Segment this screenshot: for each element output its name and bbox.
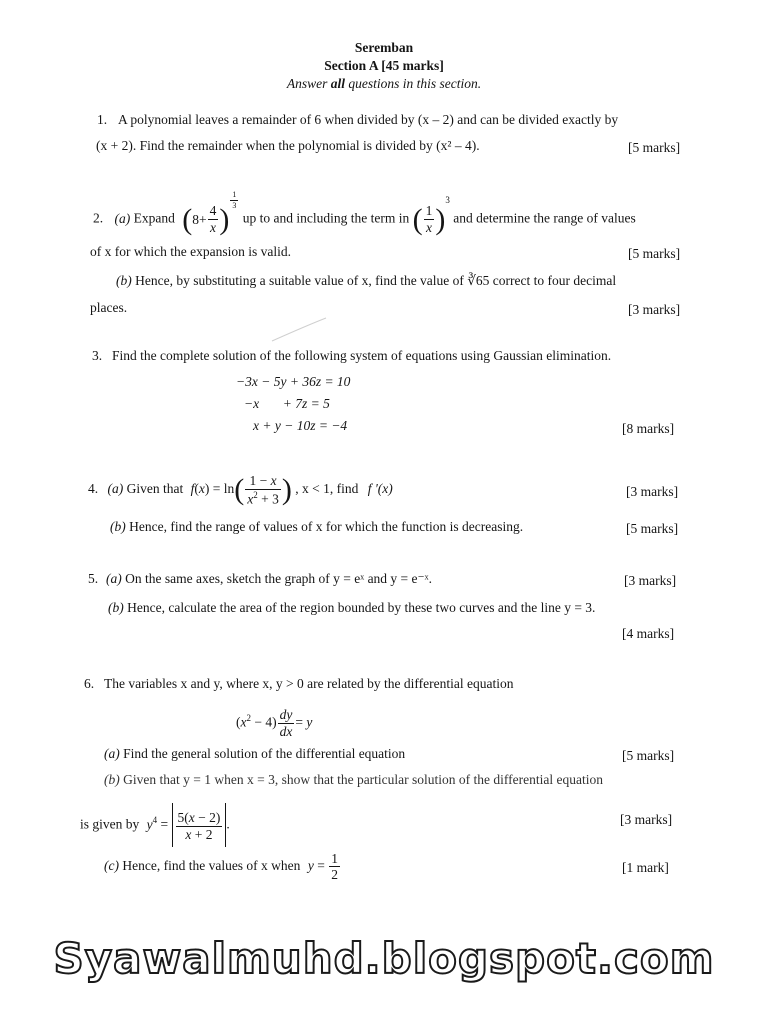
question-number: 6. xyxy=(84,676,95,691)
equation-2: −x + 7z = 5 xyxy=(244,396,330,411)
marks-label: [3 marks] xyxy=(626,484,679,499)
question-text: A polynomial leaves a remainder of 6 when divided by (x – 2) and can be divided exactly by xyxy=(118,112,619,127)
question-number: 3. xyxy=(92,348,103,363)
question-part-c: (c) Hence, find the values of x when y = $\frac{1}{2}$ xyxy=(104,850,338,883)
section-title: Section A [45 marks] xyxy=(324,58,444,73)
school-name: Seremban xyxy=(354,40,414,55)
question-part-a xyxy=(88,468,393,510)
marks-label: [5 marks] xyxy=(628,140,681,155)
marks-label: [5 marks] xyxy=(622,748,675,763)
question-part-b: (b) Hence, by substituting a suitable value of x, find the value of ∛65 correct to four decimal xyxy=(116,273,617,288)
question-text: places. xyxy=(90,300,128,315)
part-text: up to and including the term in xyxy=(242,210,410,226)
question-part-b: (b) Given that y = 1 when x = 3, show that the particular solution of the differential equation xyxy=(104,772,603,787)
blog-watermark: Syawalmuhd.blogspot.com xyxy=(53,934,715,983)
question-number: 5. xyxy=(88,571,99,586)
marks-label: [3 marks] xyxy=(624,573,677,588)
equation-3: x + y − 10z = −4 xyxy=(253,418,348,433)
question-number: 4. xyxy=(88,481,99,496)
function-definition: f(x) = ln( $\frac{1 - x}{x^2 + 3}$ ) xyxy=(190,472,292,507)
derivative-term: f '(x) xyxy=(367,481,393,496)
question-part-b: (b) Hence, find the range of values of x for which the function is decreasing. xyxy=(110,519,524,534)
marks-label: [5 marks] xyxy=(628,246,681,261)
question-text: is given by xyxy=(80,816,140,832)
question-part-b: (b) Hence, calculate the area of the region bounded by these two curves and the line y = 3. xyxy=(108,600,596,615)
question-text: (x + 2). Find the remainder when the polynomial is divided by (x² – 4). xyxy=(96,138,480,153)
question-part-a: (a) On the same axes, sketch the graph of y = eˣ and y = e⁻ˣ. xyxy=(106,571,432,586)
marks-label: [5 marks] xyxy=(626,521,679,536)
question-number: 2. xyxy=(93,210,104,226)
question-text: Find the complete solution of the following system of equations using Gaussian elimination. xyxy=(112,348,612,363)
section-instruction: Answer all questions in this section. xyxy=(286,76,482,91)
differential-equation: $(x^2 - 4)$ $\frac{dy}{dx}$ = y xyxy=(236,707,313,739)
particular-solution: is given by $y^4$ = $\frac{5(x - 2)}{x + 2}$ . xyxy=(80,798,230,842)
equation-1: −3x − 5y + 36z = 10 xyxy=(236,374,351,389)
part-text: Expand xyxy=(133,210,175,226)
marks-label: [4 marks] xyxy=(622,626,675,641)
marks-label: [1 mark] xyxy=(622,860,669,875)
part-text: and determine the range of values xyxy=(453,210,636,226)
marks-label: [3 marks] xyxy=(628,302,681,317)
marks-label: [8 marks] xyxy=(622,421,675,436)
binomial-expression: (8+ $\frac{4}{x}$ ) $^{\frac{1}{3}}$ xyxy=(182,190,237,236)
marks-label: [3 marks] xyxy=(620,812,673,827)
question-text: of x for which the expansion is valid. xyxy=(90,244,291,259)
term-expression: ( $\frac{1}{x}$ )$^3$ xyxy=(412,195,450,236)
part-text: , x < 1, find xyxy=(295,481,359,496)
part-label: (a) xyxy=(114,210,131,226)
question-number: 1. xyxy=(97,112,108,127)
part-text: Given that xyxy=(126,481,184,496)
part-label: (a) xyxy=(107,481,124,496)
scan-smudge xyxy=(270,315,330,345)
question-part-a: (a) Find the general solution of the differential equation xyxy=(104,746,406,761)
question-part-a xyxy=(93,190,636,236)
question-text: The variables x and y, where x, y > 0 are related by the differential equation xyxy=(104,676,514,691)
